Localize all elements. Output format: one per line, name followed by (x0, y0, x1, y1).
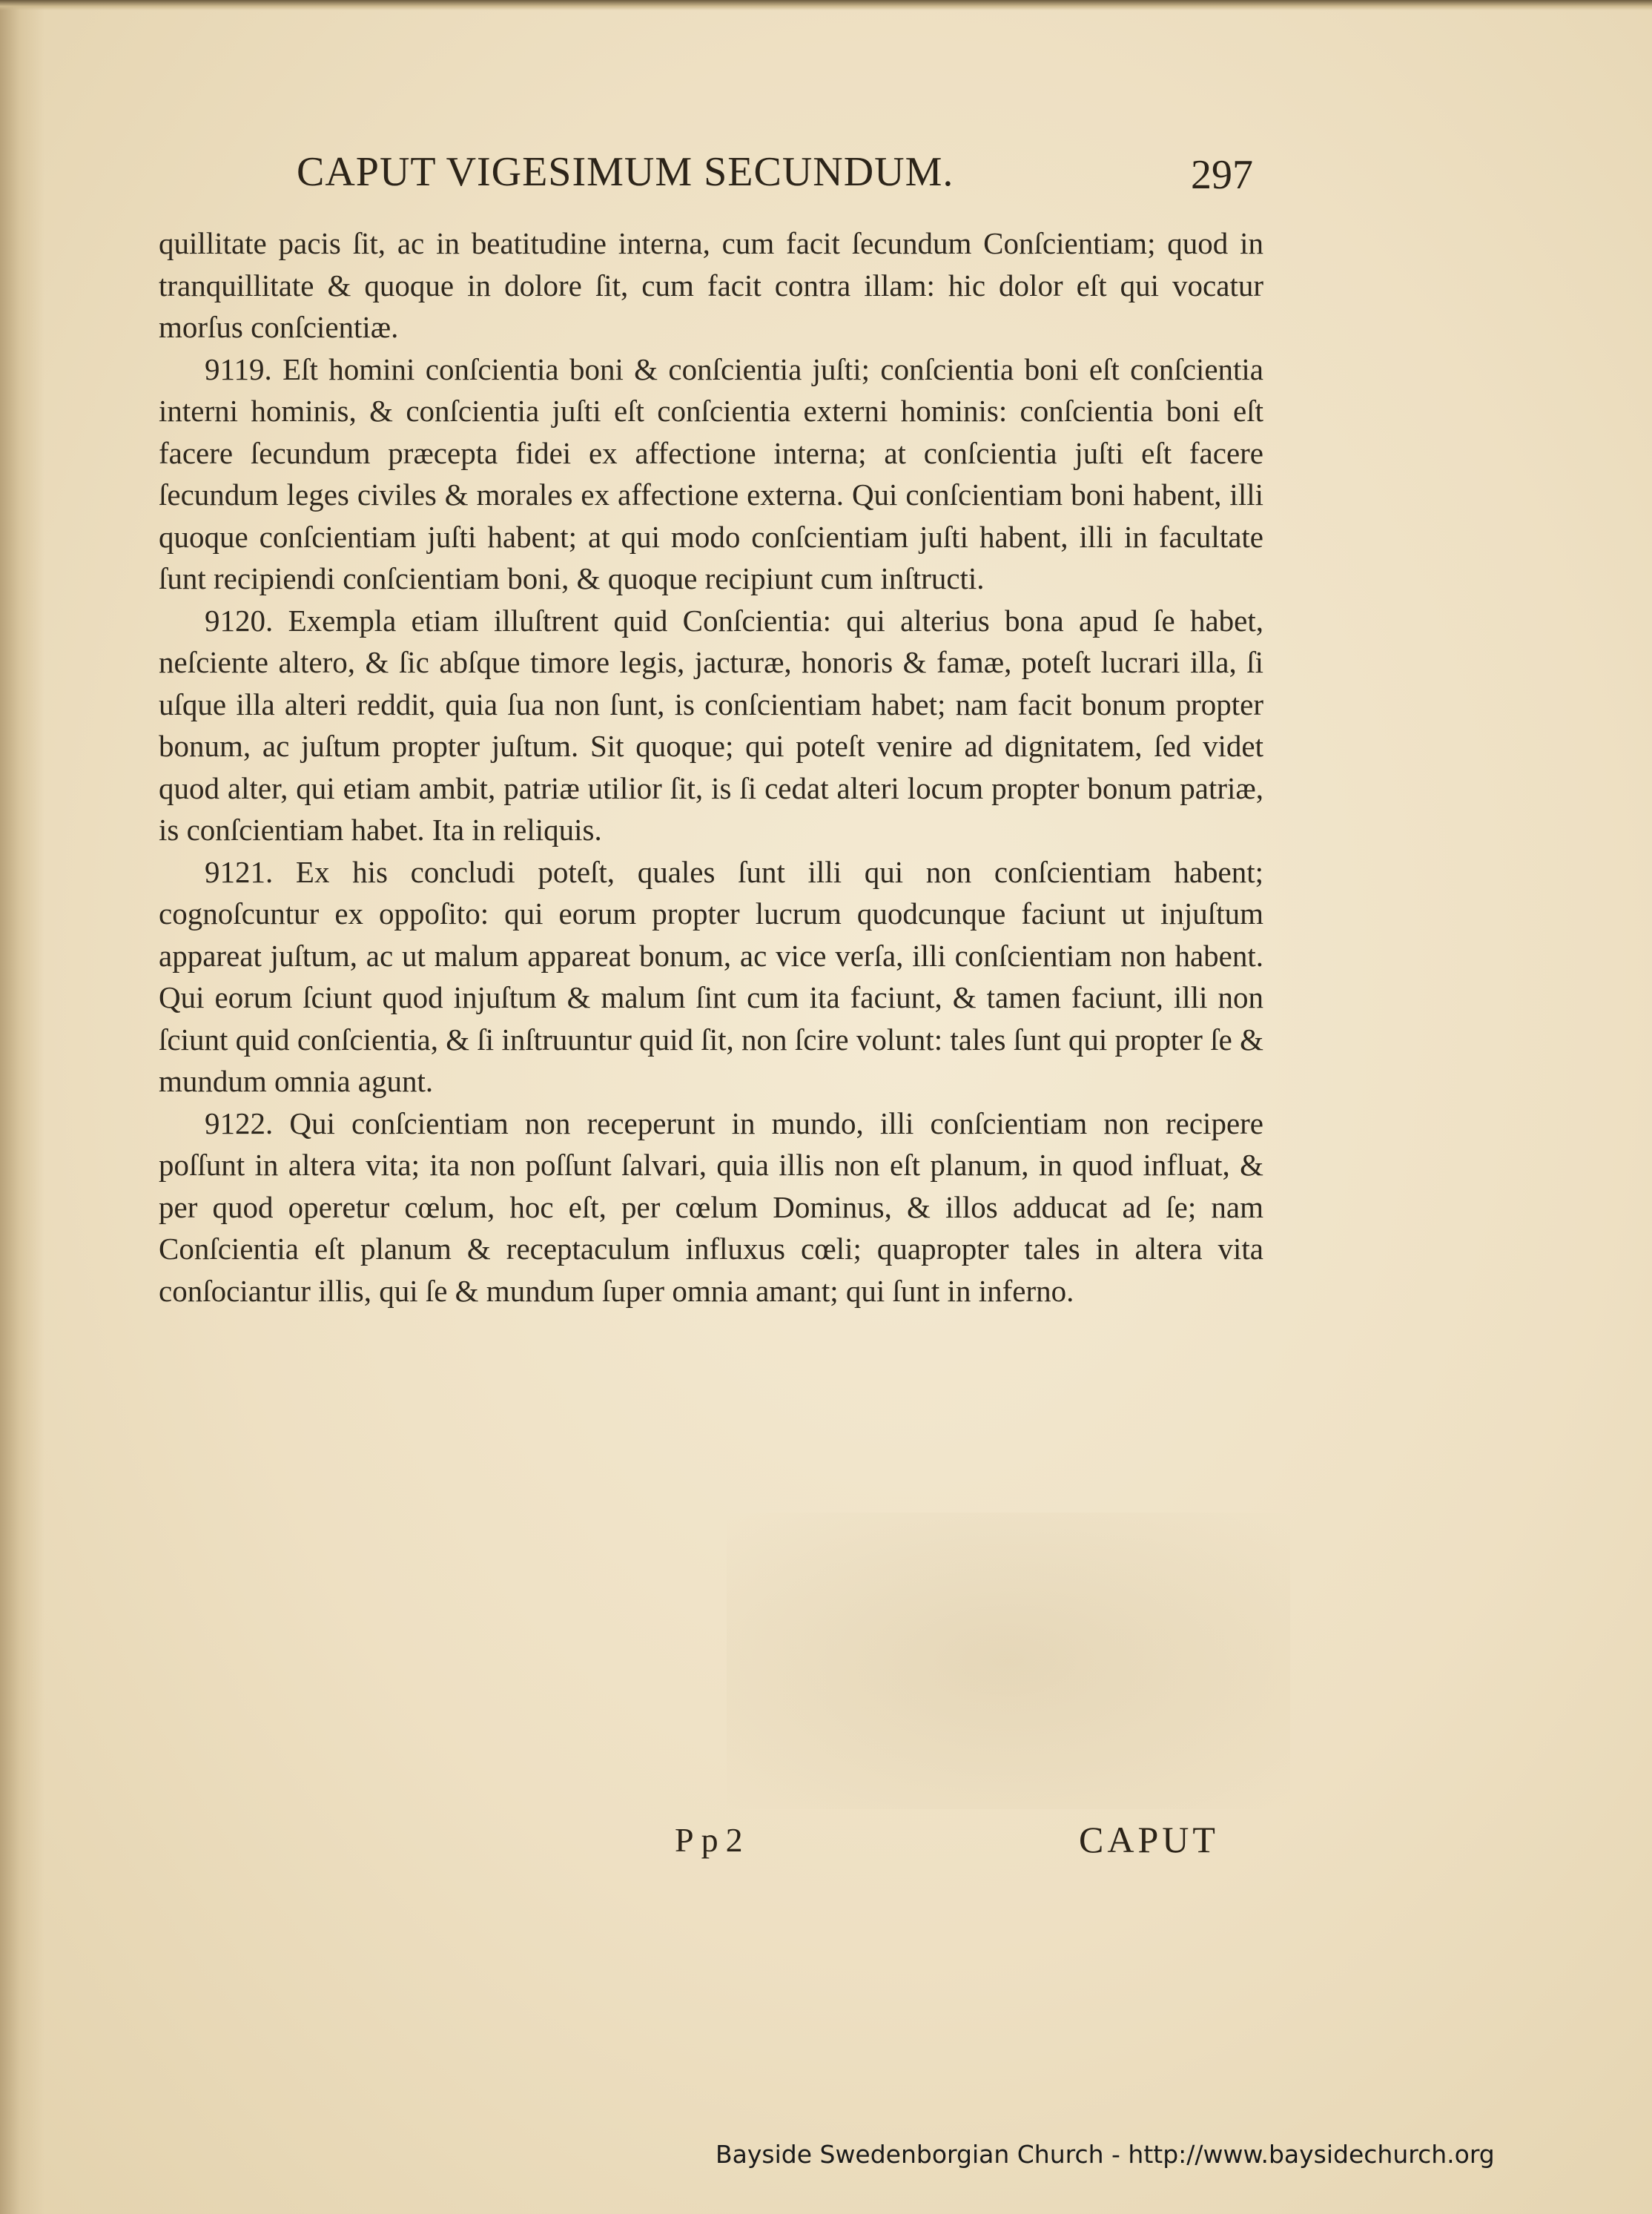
binding-gutter (0, 0, 44, 2214)
paragraph-9119 (159, 348, 1263, 600)
paragraph-9121 (159, 851, 1263, 1103)
paragraph-number: 9119. (205, 351, 272, 386)
catchword: CAPUT (1079, 1819, 1219, 1860)
continuation-paragraph: quillitate pacis ſit, ac in beatitudine interna, cum facit ſecundum Conſcientiam; quod in tranquillitate & quoque in dolore ſit, cum facit contra illam: hic dolor eſt qui vocatur morſus conſcientiæ. (159, 226, 1263, 344)
paragraph-number: 9120. (205, 603, 274, 638)
paragraph-9120 (159, 600, 1263, 851)
bleed-through-shadow (727, 1513, 1290, 1809)
watermark: Bayside Swedenborgian Church - http://www.baysidechurch.org (716, 2140, 1495, 2169)
paragraph-9122 (159, 1103, 1263, 1312)
paragraph-text: Eſt homini conſcientia boni & conſcientia juſti; conſcientia boni eſt conſcientia interni hominis, & conſcientia juſti eſt conſcientia externi hominis: conſcientia boni eſt facere ſecundum præcepta fidei ex affectione interna; at conſcientia juſti eſt facere ſecundum leges civiles & morales ex affectione externa. Qui conſcientiam boni habent, illi quoque conſcientiam juſti habent; at qui modo conſcientiam juſti habent, illi in facultate ſunt recipiendi conſcientiam boni, & quoque recipiunt cum inſtructi. (159, 351, 1264, 595)
paragraph-number: 9121. (205, 854, 274, 889)
signature-mark: Pp2 (675, 1821, 750, 1859)
running-title: CAPUT VIGESIMUM SECUNDUM. (297, 149, 954, 195)
paragraph-text: Exempla etiam illuſtrent quid Conſcientia: qui alterius bona apud ſe habet, neſciente altero, & ſic abſque timore legis, jacturæ, honoris & famæ, poteſt lucrari illa, ſi uſque illa alteri reddit, quia ſua non ſunt, is conſcientiam habet; nam facit bonum propter bonum, ac juſtum propter juſtum. Sit quoque; qui poteſt venire ad dignitatem, ſed videt quod alter, qui etiam ambit, patriæ utilior ſit, is ſi cedat alteri locum propter bonum patriæ, is conſcientiam habet. Ita in reliquis. (159, 603, 1263, 847)
paragraph-number: 9122. (205, 1106, 274, 1140)
page-header (297, 148, 1283, 208)
page-number: 297 (1191, 152, 1253, 198)
body-text (159, 222, 1263, 1312)
top-edge-shadow (0, 0, 1652, 10)
paragraph-text: Qui conſcientiam non receperunt in mundo, illi conſcientiam non recipere poſſunt in altera vita; ita non poſſunt ſalvari, quia illis non eſt planum, in quod influat, & per quod operetur cœlum, hoc eſt, per cœlum Dominus, & illos adducat ad ſe; nam Conſcientia eſt planum & receptaculum influxus cœli; quapropter tales in altera vita conſociantur illis, qui ſe & mundum ſuper omnia amant; qui ſunt in inferno. (159, 1106, 1263, 1308)
paragraph-text: Ex his concludi poteſt, quales ſunt illi qui non conſcientiam habent; cognoſcuntur ex oppoſito: qui eorum propter lucrum quodcunque faciunt ut injuſtum appareat juſtum, ac ut malum appareat bonum, ac vice verſa, illi conſcientiam non habent. Qui eorum ſciunt quod injuſtum & malum ſint cum ita faciunt, & tamen faciunt, illi non ſciunt quid conſcientia, & ſi inſtruuntur quid ſit, non ſcire volunt: tales ſunt qui propter ſe & mundum omnia agunt. (159, 854, 1263, 1098)
